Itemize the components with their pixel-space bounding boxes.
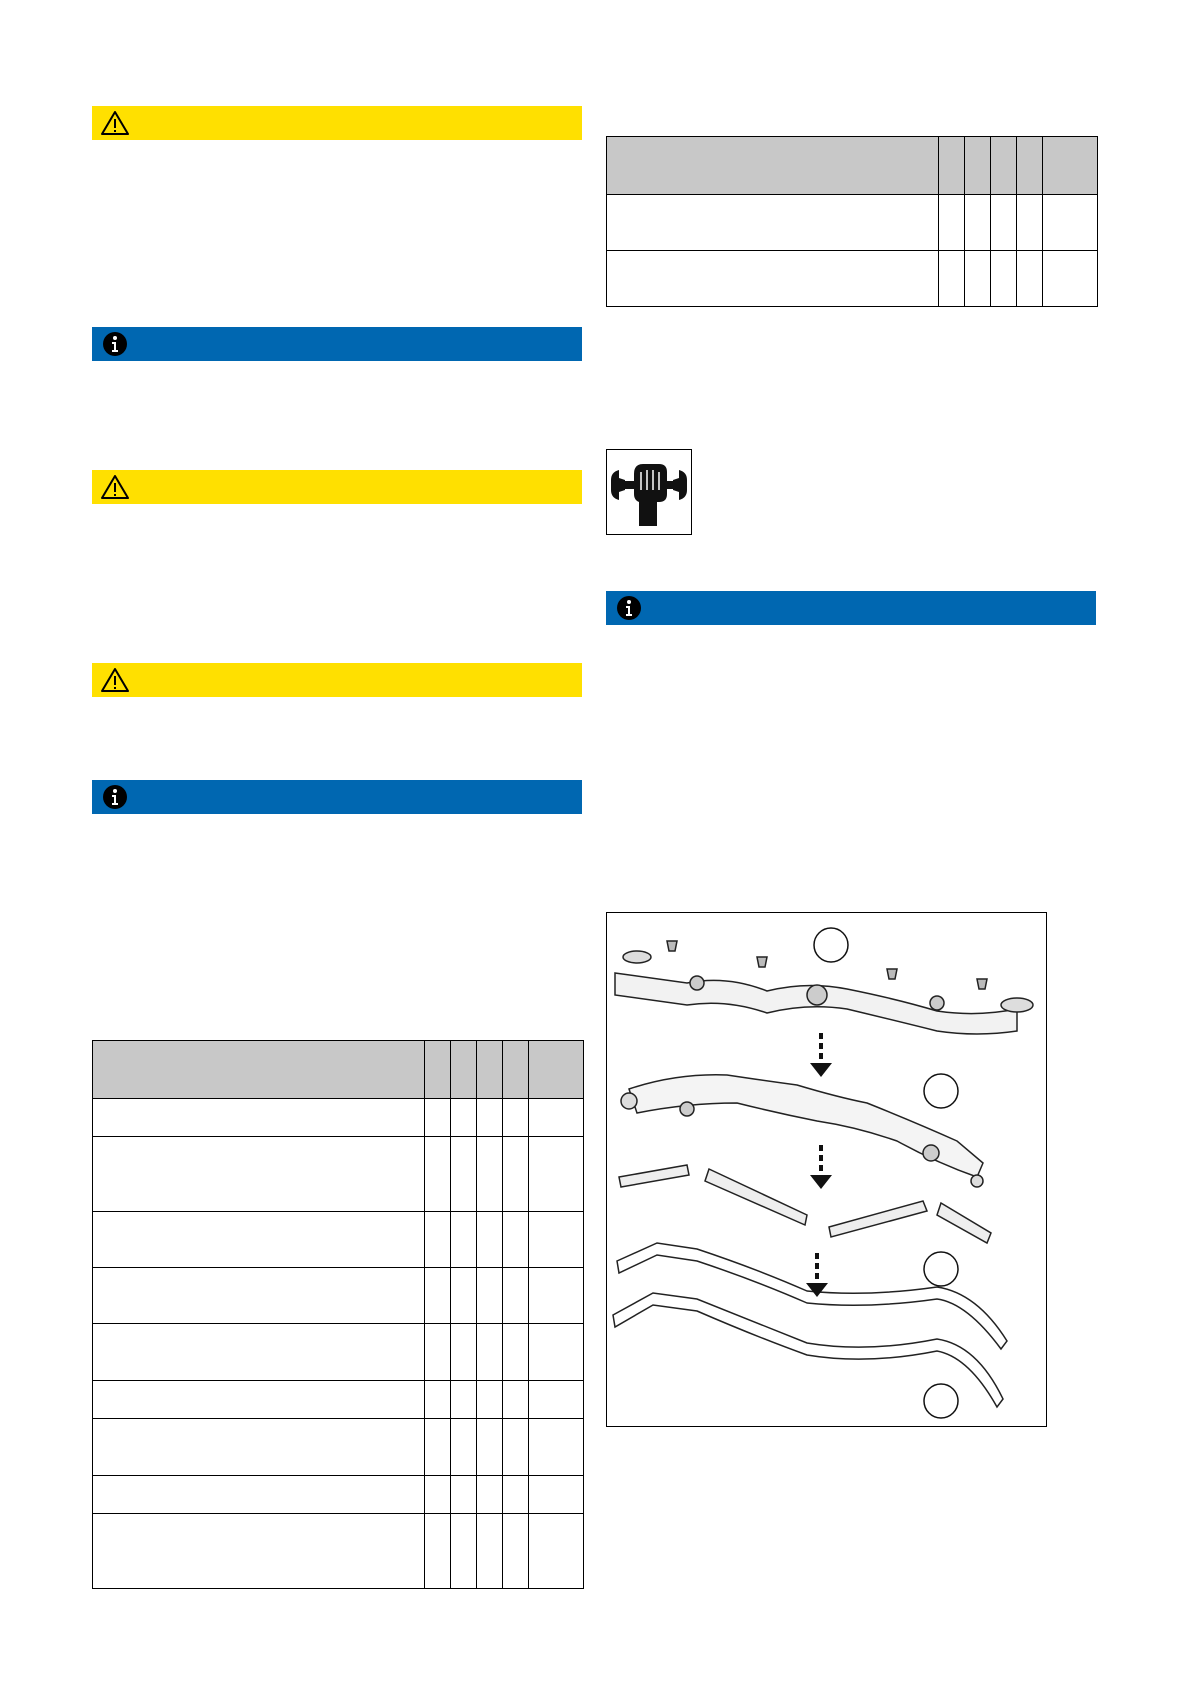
info-circle-icon bbox=[614, 594, 644, 622]
table-cell bbox=[425, 1381, 451, 1419]
table-row bbox=[93, 1099, 584, 1137]
table-cell bbox=[477, 1419, 503, 1476]
table-cell bbox=[477, 1212, 503, 1268]
table-cell bbox=[1043, 195, 1098, 251]
table-cell bbox=[425, 1514, 451, 1589]
table-cell bbox=[965, 251, 991, 307]
table-header-cell bbox=[503, 1041, 529, 1099]
table-cell bbox=[93, 1137, 425, 1212]
table-cell bbox=[93, 1476, 425, 1514]
table-cell bbox=[451, 1419, 477, 1476]
table-cell bbox=[1017, 195, 1043, 251]
table-cell bbox=[607, 195, 939, 251]
callout-circle bbox=[924, 1384, 958, 1418]
table-cell bbox=[529, 1099, 584, 1137]
table-cell bbox=[425, 1476, 451, 1514]
table-row bbox=[93, 1324, 584, 1381]
info-circle-icon bbox=[100, 330, 130, 358]
table-cell bbox=[451, 1268, 477, 1324]
table-cell bbox=[93, 1381, 425, 1419]
table-cell bbox=[477, 1381, 503, 1419]
table-cell bbox=[451, 1514, 477, 1589]
table-cell bbox=[503, 1514, 529, 1589]
table-cell bbox=[529, 1137, 584, 1212]
table-cell bbox=[529, 1419, 584, 1476]
table-header-cell bbox=[965, 137, 991, 195]
right-data-table bbox=[606, 136, 1098, 307]
table-row bbox=[93, 1514, 584, 1589]
table-cell bbox=[1043, 251, 1098, 307]
table-cell bbox=[503, 1099, 529, 1137]
table-header-cell bbox=[607, 137, 939, 195]
table-cell bbox=[425, 1212, 451, 1268]
callout-circle bbox=[814, 928, 848, 962]
table-cell bbox=[503, 1137, 529, 1212]
table-header-cell bbox=[477, 1041, 503, 1099]
table-cell bbox=[529, 1381, 584, 1419]
table-cell bbox=[529, 1324, 584, 1381]
table-cell bbox=[1017, 251, 1043, 307]
exploded-assembly-drawing bbox=[607, 913, 1046, 1426]
table-cell bbox=[965, 195, 991, 251]
table-row bbox=[93, 1476, 584, 1514]
wrench-hand-icon bbox=[607, 450, 691, 534]
table-cell bbox=[93, 1212, 425, 1268]
info-banner-3 bbox=[606, 591, 1096, 625]
table-header-cell bbox=[1017, 137, 1043, 195]
table-header-row bbox=[93, 1041, 584, 1099]
table-cell bbox=[477, 1514, 503, 1589]
table-cell bbox=[991, 251, 1017, 307]
table-cell bbox=[503, 1476, 529, 1514]
table-cell bbox=[93, 1419, 425, 1476]
table-row bbox=[93, 1137, 584, 1212]
table-cell bbox=[451, 1099, 477, 1137]
warning-triangle-icon bbox=[100, 109, 130, 137]
info-banner-2 bbox=[92, 780, 582, 814]
maintenance-icon-box bbox=[606, 449, 692, 535]
table-row bbox=[93, 1268, 584, 1324]
table-cell bbox=[503, 1381, 529, 1419]
table-cell bbox=[477, 1268, 503, 1324]
table-cell bbox=[93, 1099, 425, 1137]
assembly-figure bbox=[606, 912, 1047, 1427]
table-cell bbox=[503, 1324, 529, 1381]
table-header-cell bbox=[529, 1041, 584, 1099]
warning-banner-2 bbox=[92, 470, 582, 504]
callout-circle bbox=[924, 1252, 958, 1286]
table-cell bbox=[529, 1268, 584, 1324]
table-cell bbox=[529, 1514, 584, 1589]
table-cell bbox=[425, 1419, 451, 1476]
table-cell bbox=[477, 1099, 503, 1137]
table-row bbox=[607, 195, 1098, 251]
table-header-cell bbox=[991, 137, 1017, 195]
table-cell bbox=[425, 1324, 451, 1381]
table-cell bbox=[93, 1268, 425, 1324]
table-header-cell bbox=[451, 1041, 477, 1099]
table-row bbox=[93, 1381, 584, 1419]
warning-triangle-icon bbox=[100, 473, 130, 501]
table-cell bbox=[607, 251, 939, 307]
table-header-cell bbox=[1043, 137, 1098, 195]
table-cell bbox=[503, 1419, 529, 1476]
table-cell bbox=[451, 1212, 477, 1268]
table-cell bbox=[477, 1137, 503, 1212]
table-cell bbox=[451, 1476, 477, 1514]
table-header-row bbox=[607, 137, 1098, 195]
table-row bbox=[607, 251, 1098, 307]
table-cell bbox=[451, 1137, 477, 1212]
table-cell bbox=[425, 1268, 451, 1324]
table-cell bbox=[939, 251, 965, 307]
table-cell bbox=[503, 1268, 529, 1324]
table-cell bbox=[991, 195, 1017, 251]
table-cell bbox=[425, 1099, 451, 1137]
table-cell bbox=[451, 1381, 477, 1419]
table-cell bbox=[93, 1324, 425, 1381]
table-cell bbox=[529, 1476, 584, 1514]
table-header-cell bbox=[939, 137, 965, 195]
table-cell bbox=[93, 1514, 425, 1589]
table-cell bbox=[451, 1324, 477, 1381]
left-data-table bbox=[92, 1040, 584, 1589]
table-row bbox=[93, 1419, 584, 1476]
table-row bbox=[93, 1212, 584, 1268]
info-circle-icon bbox=[100, 783, 130, 811]
warning-triangle-icon bbox=[100, 666, 130, 694]
table-header-cell bbox=[93, 1041, 425, 1099]
info-banner-1 bbox=[92, 327, 582, 361]
table-cell bbox=[477, 1324, 503, 1381]
table-header-cell bbox=[425, 1041, 451, 1099]
table-cell bbox=[503, 1212, 529, 1268]
callout-circle bbox=[924, 1074, 958, 1108]
table-cell bbox=[939, 195, 965, 251]
warning-banner-3 bbox=[92, 663, 582, 697]
table-cell bbox=[529, 1212, 584, 1268]
table-cell bbox=[425, 1137, 451, 1212]
warning-banner-1 bbox=[92, 106, 582, 140]
table-cell bbox=[477, 1476, 503, 1514]
